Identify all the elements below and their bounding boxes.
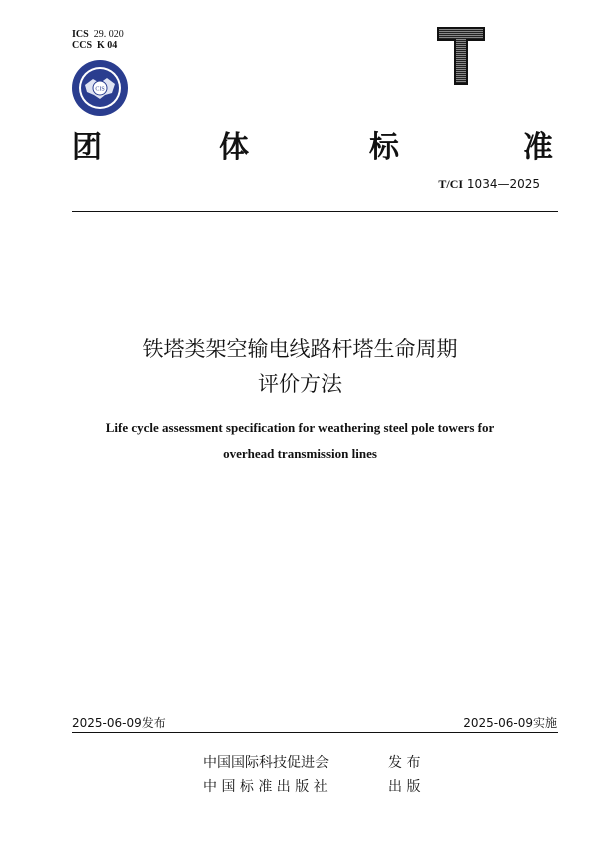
ics-label: ICS: [72, 29, 89, 40]
classification-codes: [72, 29, 124, 51]
svg-text:CIS: CIS: [95, 86, 105, 93]
category-char-4: 准: [523, 130, 553, 165]
ccs-label: CCS: [72, 40, 93, 51]
organization-logo: [71, 59, 129, 117]
ccs-value: K 04: [97, 40, 118, 51]
publisher-name: 中 国 标 准 出 版 社: [203, 779, 328, 795]
category-char-3: 标: [369, 130, 399, 165]
code-number: 1034—2025: [466, 177, 540, 191]
title-cn-line2: 评价方法: [258, 372, 342, 396]
ics-value: 29. 020: [93, 29, 124, 40]
standard-code: [438, 177, 540, 192]
standard-type-mark: [436, 24, 486, 86]
category-char-1: 团: [72, 130, 102, 165]
title-en-line1: Life cycle assessment specification for weathering steel pole towers for: [105, 420, 495, 435]
publisher-action: 出 版: [388, 779, 421, 795]
issue-date: 2025-06-09发布: [72, 716, 166, 730]
title-en-line2: overhead transmission lines: [223, 446, 377, 461]
top-divider: [72, 211, 558, 212]
bottom-divider: [72, 732, 558, 733]
issuer-action: 发 布: [388, 755, 421, 771]
code-prefix: T/CI: [438, 177, 464, 191]
category-char-2: 体: [219, 130, 249, 165]
issuer-name: 中国国际科技促进会: [203, 755, 329, 771]
implement-date: 2025-06-09实施: [463, 716, 557, 730]
title-cn-line1: 铁塔类架空输电线路杆塔生命周期: [142, 337, 458, 361]
